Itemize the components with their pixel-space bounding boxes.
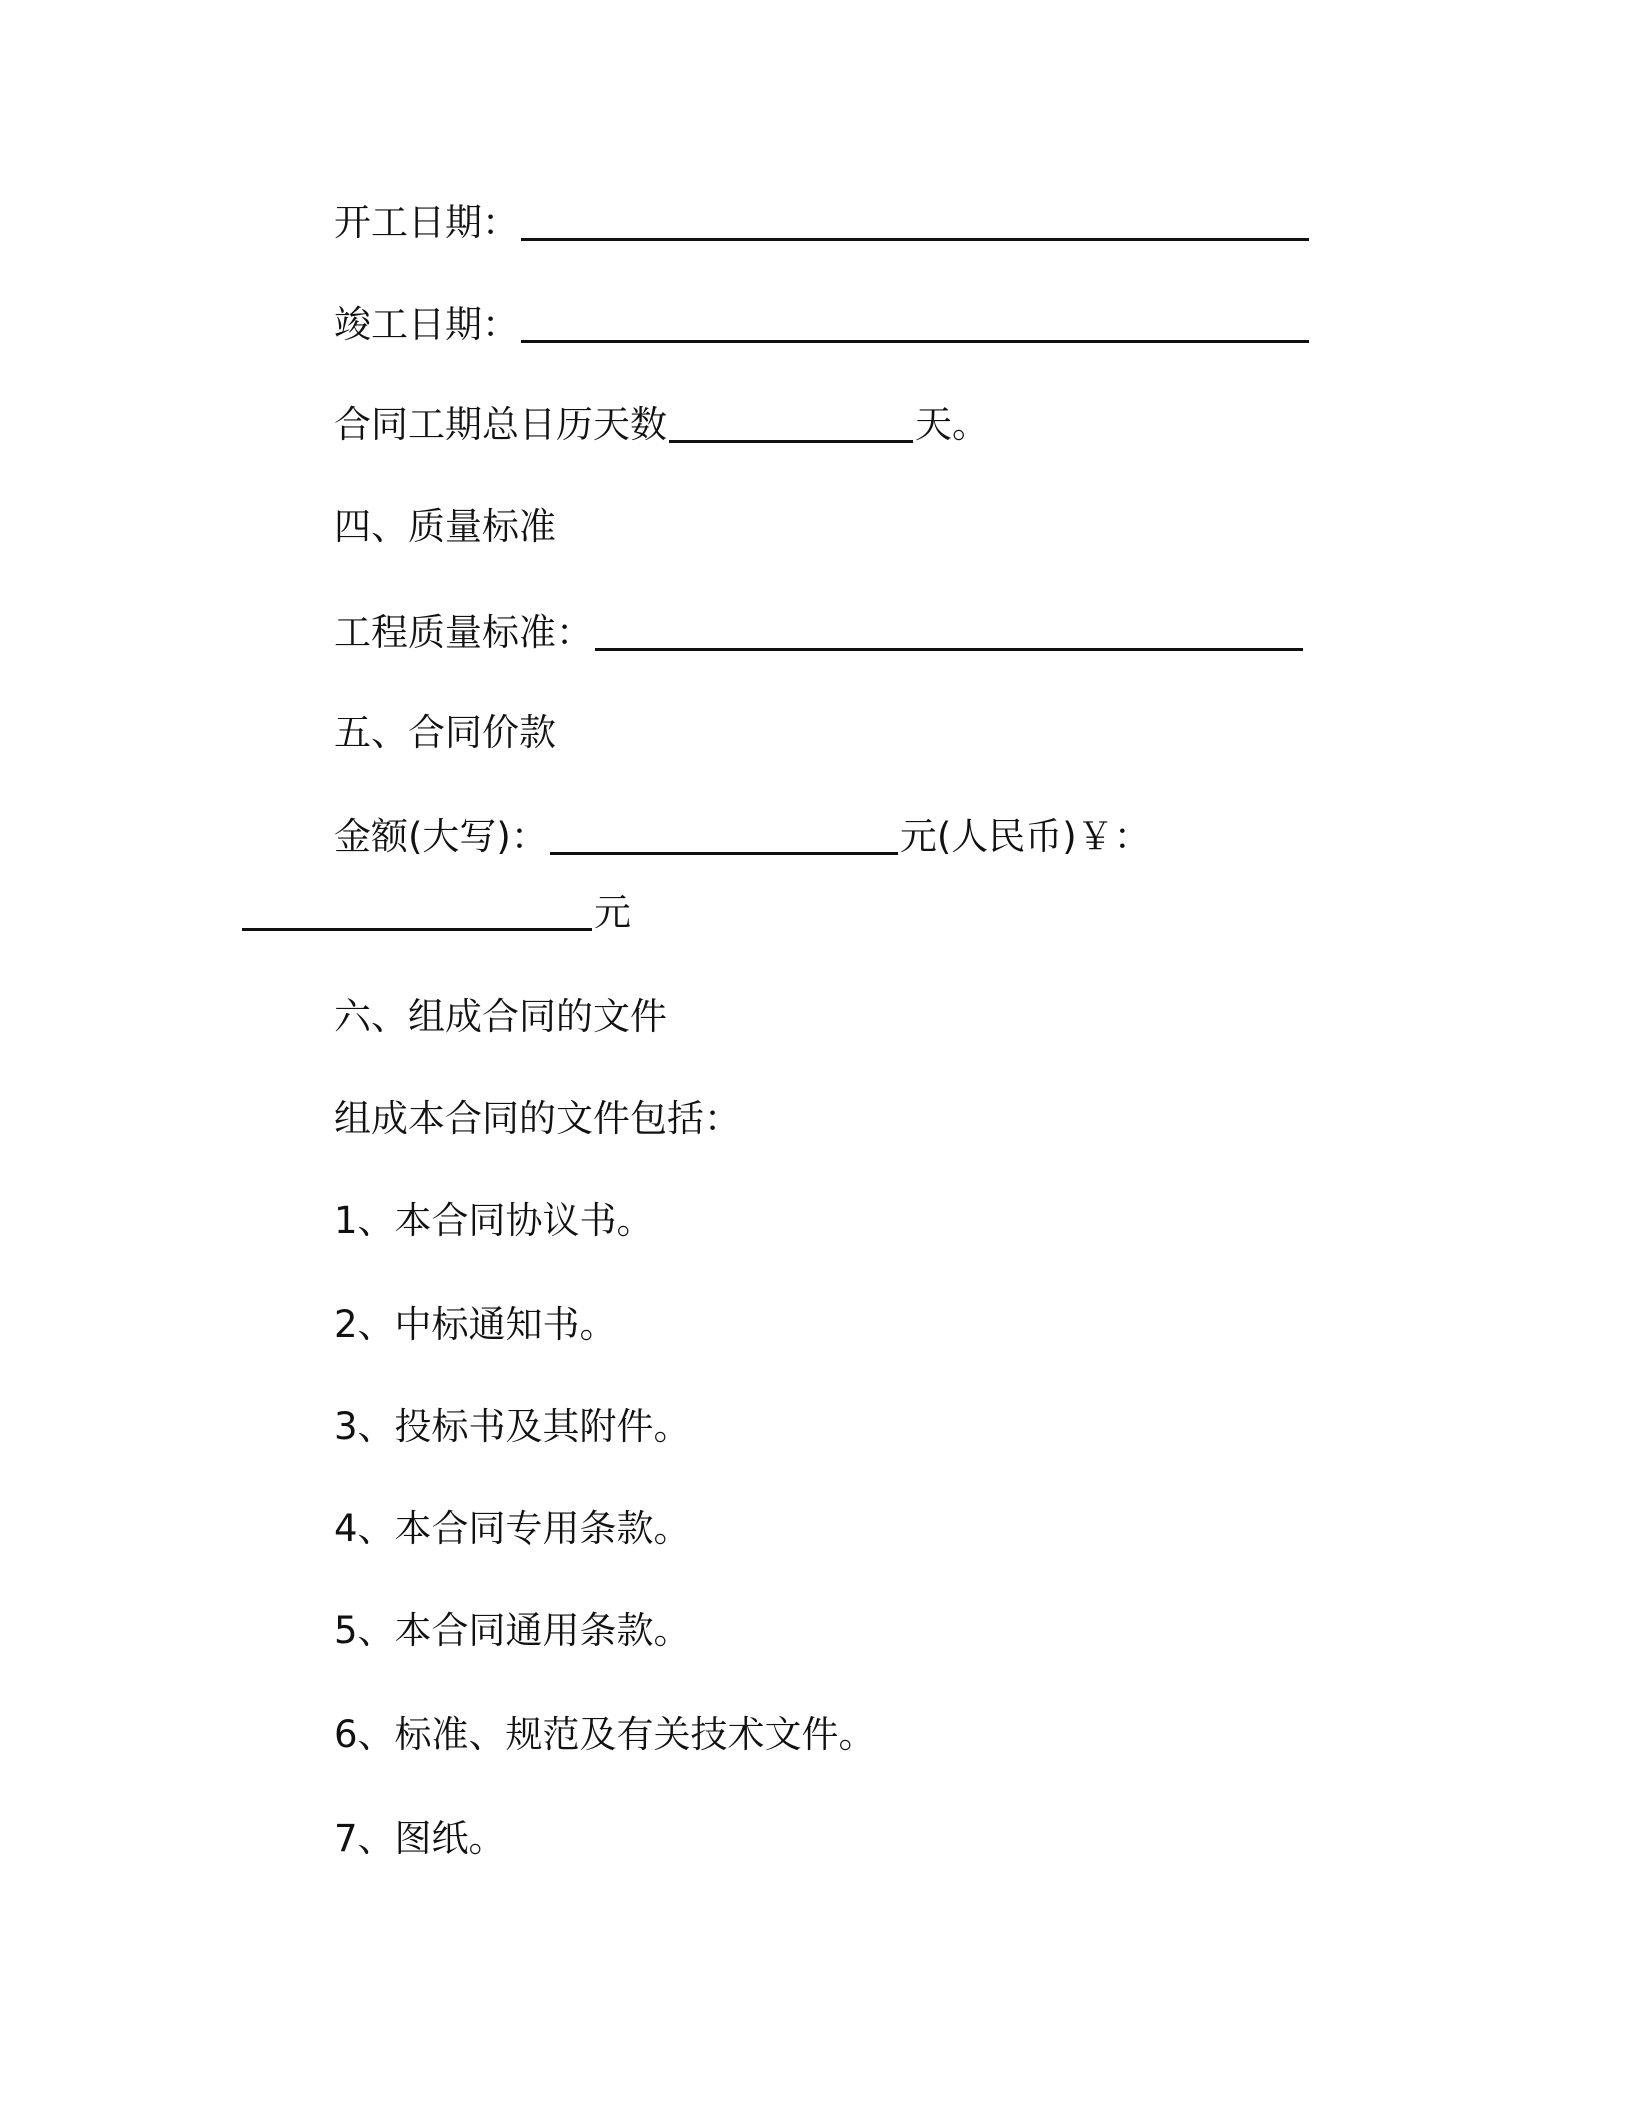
documents-intro: 组成本合同的文件包括： [334, 1097, 741, 1140]
total-days-suffix: 天。 [915, 403, 989, 446]
start-date-blank[interactable] [521, 204, 1309, 241]
list-item: 2、中标通知书。 [334, 1303, 617, 1346]
section-6-heading: 六、组成合同的文件 [334, 995, 667, 1038]
completion-date-blank[interactable] [521, 306, 1309, 343]
total-days-line [334, 400, 989, 450]
amount-line [334, 812, 1151, 862]
completion-date-line [334, 300, 1311, 350]
amount-number-blank[interactable] [242, 894, 592, 931]
start-date-label: 开工日期： [334, 201, 519, 244]
amount-words-blank[interactable] [550, 818, 898, 855]
amount-number-line [240, 888, 631, 938]
list-item: 3、投标书及其附件。 [334, 1405, 691, 1448]
quality-standard-blank[interactable] [595, 614, 1303, 651]
start-date-line [334, 198, 1311, 248]
list-item: 5、本合同通用条款。 [334, 1609, 691, 1652]
total-days-prefix: 合同工期总日历天数 [334, 403, 667, 446]
total-days-blank[interactable] [669, 406, 913, 443]
list-item: 7、图纸。 [334, 1817, 506, 1860]
amount-words-label: 金额(大写)： [334, 815, 548, 858]
section-4-heading: 四、质量标准 [334, 505, 556, 548]
quality-standard-line [334, 608, 1305, 658]
list-item: 6、标准、规范及有关技术文件。 [334, 1713, 876, 1756]
section-5-heading: 五、合同价款 [334, 711, 556, 754]
amount-unit: 元 [594, 891, 631, 934]
list-item: 4、本合同专用条款。 [334, 1507, 691, 1550]
quality-standard-label: 工程质量标准： [334, 611, 593, 654]
list-item: 1、本合同协议书。 [334, 1199, 654, 1242]
completion-date-label: 竣工日期： [334, 303, 519, 346]
amount-rmb-label: 元(人民币)￥： [899, 815, 1151, 858]
